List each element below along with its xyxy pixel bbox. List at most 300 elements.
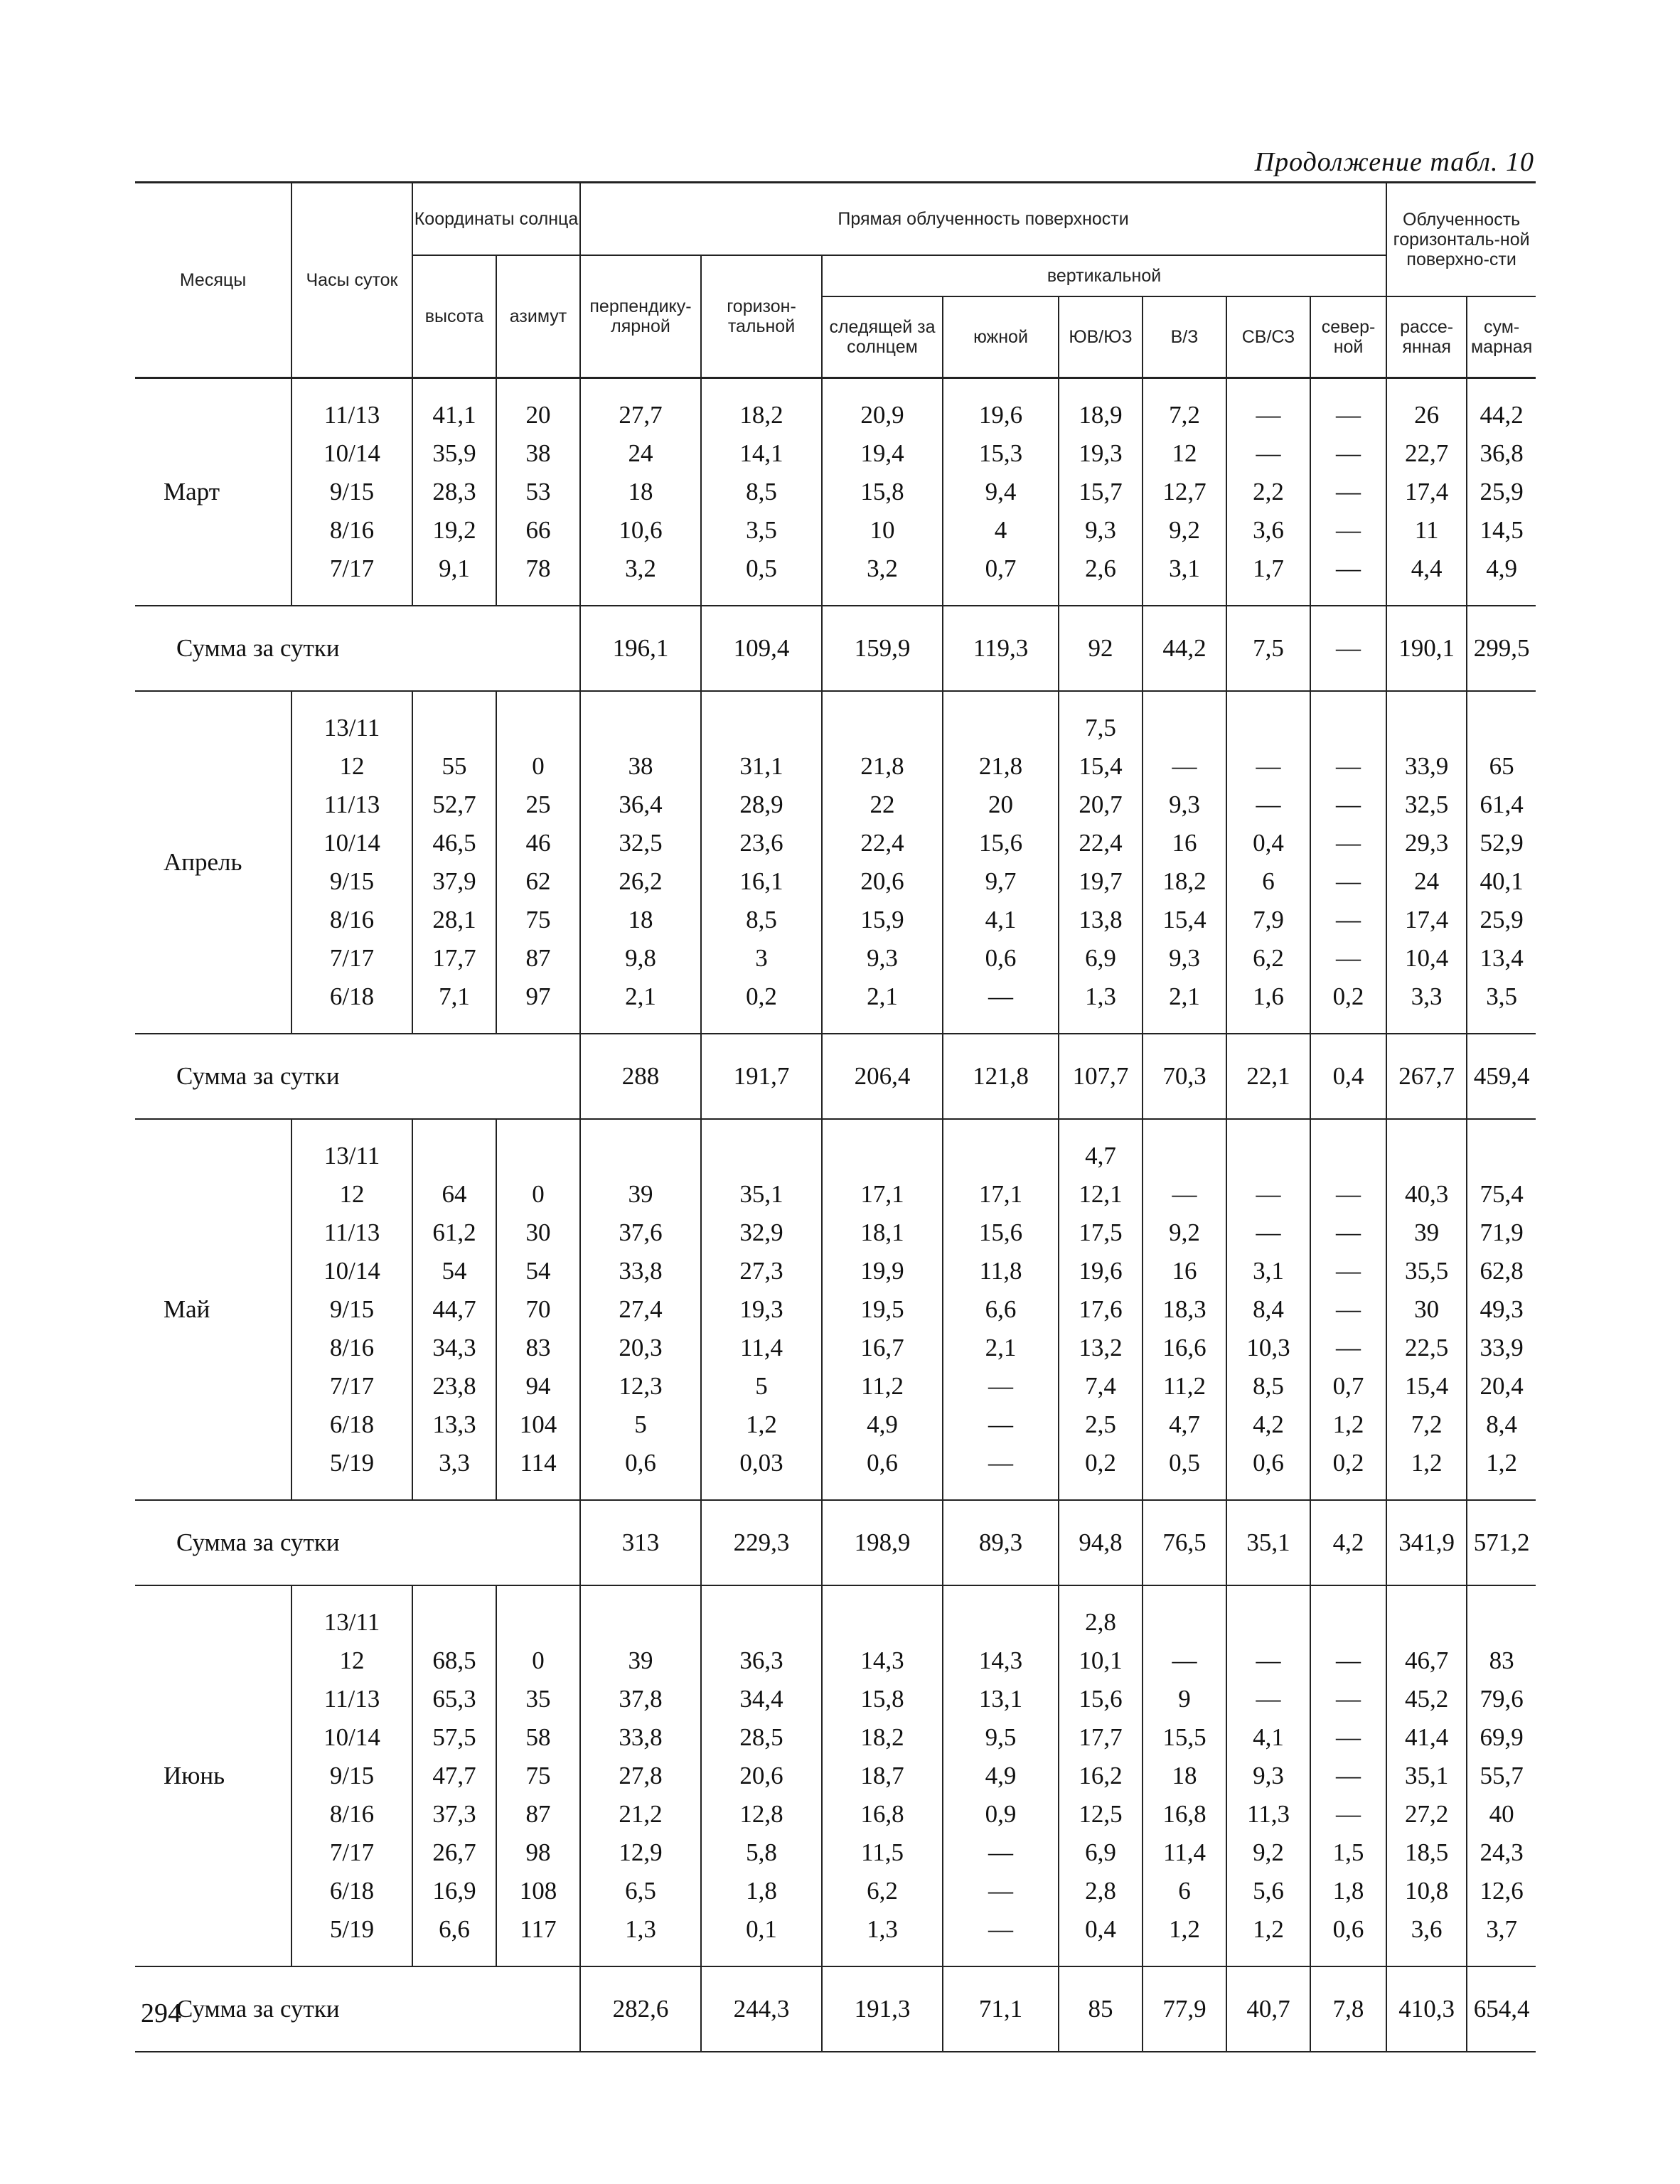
spacer-cell	[1143, 378, 1226, 397]
table-cell	[1226, 1603, 1310, 1642]
table-cell: 0,5	[1143, 1444, 1226, 1482]
spacer-cell	[1226, 1949, 1310, 1966]
table-row	[135, 1795, 1536, 1834]
table-cell: 2,5	[1059, 1406, 1143, 1444]
header-ne-nw: СВ/СЗ	[1226, 296, 1310, 378]
table-cell: 24,3	[1467, 1834, 1536, 1872]
spacer-cell	[1310, 691, 1386, 709]
table-cell: 32,5	[1386, 786, 1467, 824]
sum-cell: 71,1	[943, 1966, 1059, 2052]
spacer-cell	[412, 378, 496, 397]
table-cell: 26,2	[580, 862, 701, 901]
table-row	[135, 1834, 1536, 1872]
table-cell: 2,1	[1143, 978, 1226, 1016]
table-cell: —	[1226, 434, 1310, 473]
table-cell: 26,7	[412, 1834, 496, 1872]
table-cell: 7/17	[291, 939, 412, 978]
table-cell: 22,7	[1386, 434, 1467, 473]
spacer-cell	[135, 378, 291, 397]
irradiance-table	[135, 181, 1536, 2052]
table-cell: 9/15	[291, 862, 412, 901]
table-cell	[1310, 1603, 1386, 1642]
table-cell: 1,2	[1310, 1406, 1386, 1444]
table-cell: —	[943, 978, 1059, 1016]
table-cell: 47,7	[412, 1757, 496, 1795]
table-cell	[822, 1603, 943, 1642]
table-cell: 39	[580, 1642, 701, 1680]
spacer-cell	[822, 1949, 943, 1966]
table-cell: 11/13	[291, 786, 412, 824]
table-cell: 32,5	[580, 824, 701, 862]
table-row	[135, 473, 1536, 511]
table-cell: 40	[1467, 1795, 1536, 1834]
table-cell: 114	[496, 1444, 580, 1482]
table-cell: 33,8	[580, 1252, 701, 1290]
table-cell: 53	[496, 473, 580, 511]
table-header	[135, 183, 1536, 378]
table-cell: 6,2	[822, 1872, 943, 1910]
table-cell: 33,8	[580, 1718, 701, 1757]
table-cell: 16	[1143, 824, 1226, 862]
table-cell: —	[1310, 786, 1386, 824]
table-cell: 34,3	[412, 1329, 496, 1367]
table-cell: 3,5	[1467, 978, 1536, 1016]
table-cell: 15,8	[822, 473, 943, 511]
sum-cell: 40,7	[1226, 1966, 1310, 2052]
table-cell: 12	[1143, 434, 1226, 473]
table-cell: 83	[1467, 1642, 1536, 1680]
table-cell	[822, 1137, 943, 1175]
table-cell: 78	[496, 550, 580, 588]
month-label: Май	[164, 1295, 210, 1323]
sum-cell: 89,3	[943, 1500, 1059, 1585]
spacer-cell	[701, 1949, 822, 1966]
table-cell: 10/14	[291, 434, 412, 473]
table-cell: 70	[496, 1290, 580, 1329]
table-cell: 11,4	[701, 1329, 822, 1367]
table-cell: 3,1	[1226, 1252, 1310, 1290]
sum-cell: 191,3	[822, 1966, 943, 2052]
sum-cell: 190,1	[1386, 606, 1467, 691]
table-cell: 9,3	[1143, 786, 1226, 824]
table-cell: 28,3	[412, 473, 496, 511]
table-cell: 7,1	[412, 978, 496, 1016]
spacer-cell	[1059, 1119, 1143, 1137]
table-cell: 9/15	[291, 473, 412, 511]
table-cell: 9,4	[943, 473, 1059, 511]
table-cell	[1143, 709, 1226, 747]
table-cell: 3,6	[1226, 511, 1310, 550]
table-cell	[701, 1137, 822, 1175]
table-cell: 1,8	[1310, 1872, 1386, 1910]
table-cell: 38	[496, 434, 580, 473]
sum-cell: —	[1310, 606, 1386, 691]
sum-cell: 85	[1059, 1966, 1143, 2052]
spacer-cell	[943, 1016, 1059, 1034]
sum-cell: 244,3	[701, 1966, 822, 2052]
table-cell: 11,4	[1143, 1834, 1226, 1872]
table-cell: 17,7	[412, 939, 496, 978]
table-cell	[1226, 1137, 1310, 1175]
table-cell: 21,8	[943, 747, 1059, 786]
table-cell: —	[1310, 434, 1386, 473]
spacer-cell	[943, 691, 1059, 709]
spacer-cell	[1226, 1119, 1310, 1137]
spacer-cell	[701, 588, 822, 606]
table-cell: 37,8	[580, 1680, 701, 1718]
table-cell: 19,9	[822, 1252, 943, 1290]
spacer-cell	[1059, 1949, 1143, 1966]
table-cell: 20	[943, 786, 1059, 824]
table-cell: 16,9	[412, 1872, 496, 1910]
header-direct-irradiance: Прямая облученность поверхности	[580, 183, 1386, 256]
table-cell: 11,2	[1143, 1367, 1226, 1406]
table-cell	[1386, 709, 1467, 747]
table-cell	[496, 1603, 580, 1642]
table-cell: 11/13	[291, 1680, 412, 1718]
table-cell: 58	[496, 1718, 580, 1757]
table-cell: 38	[580, 747, 701, 786]
table-cell: 15,4	[1386, 1367, 1467, 1406]
spacer-cell	[1059, 378, 1143, 397]
table-cell: 36,3	[701, 1642, 822, 1680]
table-cell: 13,4	[1467, 939, 1536, 978]
table-cell: 7,4	[1059, 1367, 1143, 1406]
table-cell: 98	[496, 1834, 580, 1872]
sum-cell: 92	[1059, 606, 1143, 691]
table-cell: 25,9	[1467, 473, 1536, 511]
table-cell: 1,3	[822, 1910, 943, 1949]
spacer-cell	[291, 1482, 412, 1500]
sum-cell: 77,9	[1143, 1966, 1226, 2052]
table-cell: 13/11	[291, 1137, 412, 1175]
table-cell	[496, 709, 580, 747]
table-cell: 4,1	[1226, 1718, 1310, 1757]
table-cell: 11	[1386, 511, 1467, 550]
table-cell: 26	[1386, 396, 1467, 434]
sum-cell: 571,2	[1467, 1500, 1536, 1585]
table-cell: 19,3	[1059, 434, 1143, 473]
table-cell: —	[1226, 1680, 1310, 1718]
table-cell	[1310, 709, 1386, 747]
spacer-cell	[943, 378, 1059, 397]
table-cell: 0,2	[1059, 1444, 1143, 1482]
sum-cell: 109,4	[701, 606, 822, 691]
spacer-cell	[135, 691, 291, 709]
table-cell: 4,1	[943, 901, 1059, 939]
table-row	[135, 550, 1536, 588]
header-diffuse: рассе-янная	[1386, 296, 1467, 378]
table-cell: 35,1	[701, 1175, 822, 1214]
table-row	[135, 747, 1536, 786]
page-number: 294	[141, 1998, 181, 2028]
table-row	[135, 1329, 1536, 1367]
spacer-cell	[822, 1482, 943, 1500]
spacer-row	[135, 588, 1536, 606]
table-cell: —	[1310, 901, 1386, 939]
spacer-cell	[822, 1119, 943, 1137]
spacer-cell	[135, 1119, 291, 1137]
table-cell: 15,7	[1059, 473, 1143, 511]
table-cell: 65,3	[412, 1680, 496, 1718]
table-cell	[1467, 1137, 1536, 1175]
table-cell: 17,4	[1386, 473, 1467, 511]
table-cell: 0,6	[822, 1444, 943, 1482]
table-cell: 65	[1467, 747, 1536, 786]
table-cell: 5/19	[291, 1910, 412, 1949]
table-cell: —	[943, 1444, 1059, 1482]
month-label: Апрель	[164, 848, 242, 876]
spacer-cell	[822, 378, 943, 397]
table-cell: 37,6	[580, 1214, 701, 1252]
spacer-cell	[1226, 1585, 1310, 1603]
table-cell: 4,4	[1386, 550, 1467, 588]
table-cell: 16,7	[822, 1329, 943, 1367]
spacer-cell	[701, 1585, 822, 1603]
table-cell: 15,4	[1143, 901, 1226, 939]
table-row	[135, 1603, 1536, 1642]
spacer-cell	[580, 1585, 701, 1603]
table-cell: 6,5	[580, 1872, 701, 1910]
table-cell: 12,6	[1467, 1872, 1536, 1910]
table-cell: 10,6	[580, 511, 701, 550]
sum-cell: 70,3	[1143, 1034, 1226, 1119]
sum-cell: 313	[580, 1500, 701, 1585]
table-cell	[943, 1137, 1059, 1175]
spacer-cell	[1467, 1949, 1536, 1966]
spacer-cell	[822, 1585, 943, 1603]
table-cell: 2,1	[580, 978, 701, 1016]
table-cell: 12,8	[701, 1795, 822, 1834]
table-row	[135, 1642, 1536, 1680]
table-cell: 15,8	[822, 1680, 943, 1718]
sum-cell: 288	[580, 1034, 701, 1119]
spacer-cell	[1059, 1482, 1143, 1500]
table-row	[135, 862, 1536, 901]
table-cell: 41,1	[412, 396, 496, 434]
table-cell	[496, 1137, 580, 1175]
table-cell	[412, 709, 496, 747]
table-cell: 0,2	[701, 978, 822, 1016]
table-cell: 4,9	[822, 1406, 943, 1444]
table-row	[135, 1718, 1536, 1757]
table-cell: 27,8	[580, 1757, 701, 1795]
spacer-cell	[1386, 378, 1467, 397]
header-sun-coords: Координаты солнца	[412, 183, 580, 256]
table-cell: 0,2	[1310, 978, 1386, 1016]
table-cell: 87	[496, 1795, 580, 1834]
table-row	[135, 978, 1536, 1016]
spacer-cell	[496, 1119, 580, 1137]
table-cell: 5,8	[701, 1834, 822, 1872]
spacer-cell	[1143, 691, 1226, 709]
table-cell: 2,1	[943, 1329, 1059, 1367]
spacer-cell	[1310, 1016, 1386, 1034]
table-row	[135, 709, 1536, 747]
table-cell: 7/17	[291, 1834, 412, 1872]
table-cell: 71,9	[1467, 1214, 1536, 1252]
table-cell: 10,3	[1226, 1329, 1310, 1367]
table-cell: 3	[701, 939, 822, 978]
table-cell: 7,2	[1143, 396, 1226, 434]
table-cell: 108	[496, 1872, 580, 1910]
table-cell: 0,1	[701, 1910, 822, 1949]
table-cell: 17,4	[1386, 901, 1467, 939]
table-cell: —	[1226, 786, 1310, 824]
table-cell: 33,9	[1386, 747, 1467, 786]
spacer-cell	[701, 1482, 822, 1500]
table-row	[135, 1252, 1536, 1290]
table-cell: 12	[291, 747, 412, 786]
table-cell: 7/17	[291, 550, 412, 588]
table-cell: 23,8	[412, 1367, 496, 1406]
table-cell: 2,1	[822, 978, 943, 1016]
spacer-cell	[412, 691, 496, 709]
spacer-cell	[701, 378, 822, 397]
header-azimuth: азимут	[496, 255, 580, 378]
table-cell: 9,3	[1059, 511, 1143, 550]
table-cell	[701, 1603, 822, 1642]
table-cell: 37,9	[412, 862, 496, 901]
table-cell: —	[1226, 1175, 1310, 1214]
spacer-cell	[1386, 691, 1467, 709]
spacer-cell	[412, 1482, 496, 1500]
table-cell: 20,7	[1059, 786, 1143, 824]
table-cell: 5,6	[1226, 1872, 1310, 1910]
table-cell: 18,7	[822, 1757, 943, 1795]
table-cell	[943, 1603, 1059, 1642]
sum-cell: 299,5	[1467, 606, 1536, 691]
table-cell: 0,4	[1226, 824, 1310, 862]
table-cell: 0	[496, 747, 580, 786]
table-cell: 104	[496, 1406, 580, 1444]
table-cell: 3,3	[412, 1444, 496, 1482]
table-cell: 1,6	[1226, 978, 1310, 1016]
spacer-cell	[1310, 378, 1386, 397]
table-cell: 52,9	[1467, 824, 1536, 862]
sum-label: Сумма за сутки	[135, 1034, 580, 1119]
spacer-cell	[1386, 1949, 1467, 1966]
table-cell: 22	[822, 786, 943, 824]
table-cell: 5/19	[291, 1444, 412, 1482]
spacer-cell	[822, 588, 943, 606]
table-row	[135, 1910, 1536, 1949]
spacer-cell	[1226, 1016, 1310, 1034]
spacer-cell	[1467, 378, 1536, 397]
table-cell: 19,6	[1059, 1252, 1143, 1290]
table-cell: 8,4	[1467, 1406, 1536, 1444]
table-cell: 9,8	[580, 939, 701, 978]
table-cell: 20,6	[822, 862, 943, 901]
table-cell: 46,7	[1386, 1642, 1467, 1680]
table-cell: 17,1	[822, 1175, 943, 1214]
table-cell: 6,6	[943, 1290, 1059, 1329]
table-cell: 11,3	[1226, 1795, 1310, 1834]
spacer-cell	[1226, 1482, 1310, 1500]
table-cell: 1,8	[701, 1872, 822, 1910]
header-month: Месяцы	[135, 183, 291, 378]
table-cell: —	[1226, 1214, 1310, 1252]
table-cell: 24	[580, 434, 701, 473]
table-cell: 30	[496, 1214, 580, 1252]
spacer-cell	[412, 1016, 496, 1034]
header-total: сум-марная	[1467, 296, 1536, 378]
table-cell: 11/13	[291, 1214, 412, 1252]
sum-cell: 267,7	[1386, 1034, 1467, 1119]
table-cell: 66	[496, 511, 580, 550]
table-cell: 35,9	[412, 434, 496, 473]
header-hours: Часы суток	[291, 183, 412, 378]
table-cell: 18,5	[1386, 1834, 1467, 1872]
table-cell: 28,1	[412, 901, 496, 939]
table-cell: 15,5	[1143, 1718, 1226, 1757]
table-cell: 12,1	[1059, 1175, 1143, 1214]
table-cell: 23,6	[701, 824, 822, 862]
table-cell: 20,6	[701, 1757, 822, 1795]
header-tracking: следящей за солнцем	[822, 296, 943, 378]
table-cell: 32,9	[701, 1214, 822, 1252]
table-cell: 8/16	[291, 511, 412, 550]
spacer-cell	[1386, 588, 1467, 606]
table-cell: 15,6	[943, 1214, 1059, 1252]
table-row	[135, 1680, 1536, 1718]
table-cell: —	[1310, 1290, 1386, 1329]
table-cell: 14,3	[943, 1642, 1059, 1680]
table-cell: 3,6	[1386, 1910, 1467, 1949]
table-cell: 3,3	[1386, 978, 1467, 1016]
table-cell: —	[1310, 862, 1386, 901]
table-cell: —	[1143, 1642, 1226, 1680]
table-cell: 8/16	[291, 1329, 412, 1367]
spacer-cell	[135, 1949, 291, 1966]
table-cell: 55,7	[1467, 1757, 1536, 1795]
table-cell	[1467, 709, 1536, 747]
table-cell: 18	[580, 901, 701, 939]
table-cell: 13/11	[291, 709, 412, 747]
table-cell	[1386, 1137, 1467, 1175]
table-cell: 18,1	[822, 1214, 943, 1252]
table-cell: 117	[496, 1910, 580, 1949]
spacer-row	[135, 1585, 1536, 1603]
spacer-cell	[412, 588, 496, 606]
sum-row	[135, 1034, 1536, 1119]
table-cell: 7,9	[1226, 901, 1310, 939]
table-row	[135, 1872, 1536, 1910]
table-cell: 61,2	[412, 1214, 496, 1252]
table-row	[135, 511, 1536, 550]
table-cell: 19,4	[822, 434, 943, 473]
table-cell: 9/15	[291, 1290, 412, 1329]
spacer-cell	[291, 1585, 412, 1603]
spacer-cell	[580, 1016, 701, 1034]
table-cell: 25,9	[1467, 901, 1536, 939]
sum-cell: 94,8	[1059, 1500, 1143, 1585]
table-cell: 8,5	[1226, 1367, 1310, 1406]
table-cell: 5	[701, 1367, 822, 1406]
table-cell: 20,9	[822, 396, 943, 434]
table-cell: 20,4	[1467, 1367, 1536, 1406]
table-cell: 8,5	[701, 901, 822, 939]
spacer-cell	[1059, 1016, 1143, 1034]
spacer-cell	[1143, 1585, 1226, 1603]
spacer-cell	[580, 1482, 701, 1500]
spacer-cell	[1467, 1119, 1536, 1137]
sum-cell: 76,5	[1143, 1500, 1226, 1585]
table-cell: —	[1310, 511, 1386, 550]
table-row	[135, 434, 1536, 473]
table-cell: 0,7	[943, 550, 1059, 588]
spacer-cell	[1310, 1585, 1386, 1603]
